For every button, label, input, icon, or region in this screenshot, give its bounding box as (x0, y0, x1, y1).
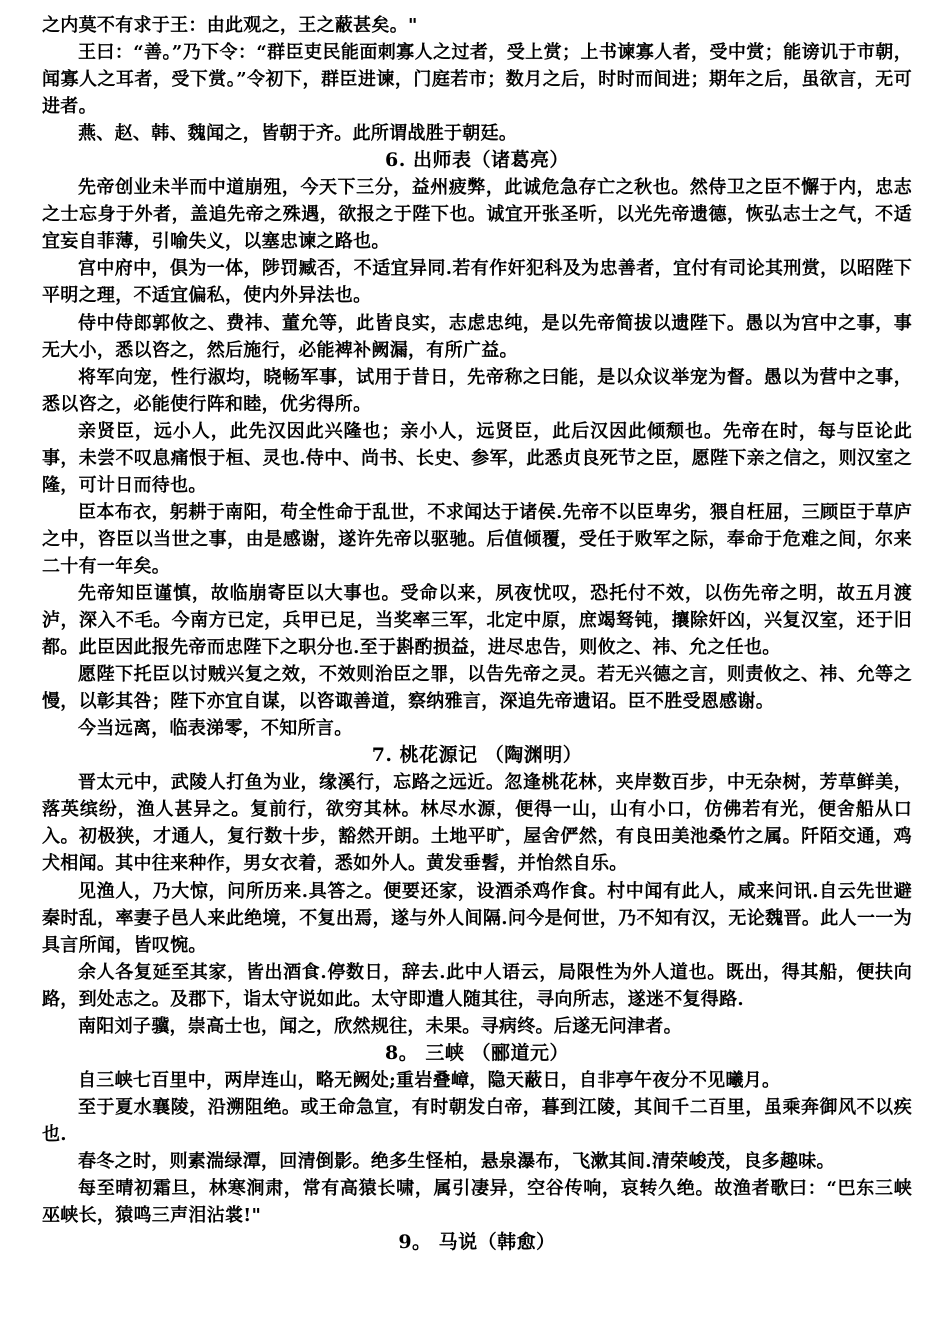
paragraph: 将军向宠，性行淑均，晓畅军事，试用于昔日，先帝称之曰能，是以众议举宠为督。愚以为营中之事，悉以咨之，必能使行阵和睦，优劣得所。 (42, 366, 912, 415)
paragraph: 至于夏水襄陵，沿溯阻绝。或王命急宣，有时朝发白帝，暮到江陵，其间千二百里，虽乘奔御风不以疾也. (42, 1096, 912, 1145)
paragraph: 先帝创业未半而中道崩殂，今天下三分，益州疲弊，此诚危急存亡之秋也。然侍卫之臣不懈于内，忠志之士忘身于外者，盖追先帝之殊遇，欲报之于陛下也。诚宜开张圣听，以光先帝遗德，恢弘志士之气，不适宜妄自菲薄，引喻失义，以塞忠谏之路也。 (42, 177, 912, 253)
section-heading: 7. 桃花源记 （陶渊明） (371, 744, 583, 767)
paragraph: 每至晴初霜旦，林寒涧肃，常有高猿长啸，属引凄异，空谷传响，哀转久绝。故渔者歌曰：“巴东三峡巫峡长，猿鸣三声泪沾裳!" (42, 1178, 912, 1227)
paragraph: 臣本布衣，躬耕于南阳，苟全性命于乱世，不求闻达于诸侯.先帝不以臣卑劣，猥自枉屈，三顾臣于草庐之中，咨臣以当世之事，由是感谢，遂许先帝以驱驰。后值倾覆，受任于败军之际，奉命于危难之间，尔来二十有一年矣。 (42, 501, 912, 577)
paragraph: 余人各复延至其家，皆出酒食.停数日，辞去.此中人语云，局限性为外人道也。既出，得其船，便扶向路，到处志之。及郡下，诣太守说如此。太守即遣人随其往，寻向所志，遂迷不复得路. (42, 961, 912, 1010)
paragraph: 晋太元中，武陵人打鱼为业，缘溪行，忘路之远近。忽逢桃花林，夹岸数百步，中无杂树，芳草鲜美，落英缤纷，渔人甚异之。复前行，欲穷其林。林尽水源，便得一山，山有小口，仿佛若有光，便舍船从口入。初极狭，才通人，复行数十步，豁然开朗。土地平旷，屋舍俨然，有良田美池桑竹之属。阡陌交通，鸡犬相闻。其中往来种作，男女衣着，悉如外人。黄发垂髫，并怡然自乐。 (42, 772, 912, 875)
paragraph: 今当远离，临表涕零，不知所言。 (78, 718, 353, 740)
paragraph: 愿陛下托臣以讨贼兴复之效，不效则治臣之罪，以告先帝之灵。若无兴德之言，则责攸之、祎、允等之慢，以彰其咎；陛下亦宜自谋，以咨诹善道，察纳雅言，深追先帝遗诏。臣不胜受恩感谢。 (42, 664, 912, 713)
paragraph: 先帝知臣谨慎，故临崩寄臣以大事也。受命以来，夙夜忧叹，恐托付不效，以伤先帝之明，故五月渡泸，深入不毛。今南方已定，兵甲已足，当奖率三军，北定中原，庶竭驽钝，攘除奸凶，兴复汉室，还于旧都。此臣因此报先帝而忠陛下之职分也.至于斟酌损益，进尽忠告，则攸之、祎、允之任也。 (42, 582, 912, 659)
paragraph: 之内莫不有求于王：由此观之，王之蔽甚矣。" (42, 15, 418, 36)
paragraph: 燕、赵、韩、魏闻之，皆朝于齐。此所谓战胜于朝廷。 (78, 123, 518, 145)
paragraph: 王曰：“善。”乃下令：“群臣吏民能面刺寡人之过者，受上赏；上书谏寡人者，受中赏；能谤讥于市朝，闻寡人之耳者，受下赏。”令初下，群臣进谏，门庭若市；数月之后，时时而间进；期年之后，虽欲言，无可进者。 (42, 42, 912, 118)
section-heading: 6. 出师表（诸葛亮） (385, 149, 569, 172)
paragraph: 春冬之时，则素湍绿潭，回清倒影。绝多生怪柏，悬泉瀑布，飞漱其间.清荣峻茂，良多趣味。 (78, 1150, 835, 1172)
paragraph: 宫中府中，俱为一体，陟罚臧否，不适宜异同.若有作奸犯科及为忠善者，宜付有司论其刑赏，以昭陛下平明之理，不适宜偏私，使内外异法也。 (42, 258, 912, 307)
paragraph: 亲贤臣，远小人，此先汉因此兴隆也；亲小人，远贤臣，此后汉因此倾颓也。先帝在时，每与臣论此事，未尝不叹息痛恨于桓、灵也.侍中、尚书、长史、参军，此悉贞良死节之臣，愿陛下亲之信之，则汉室之隆，可计日而待也。 (42, 420, 912, 496)
paragraph: 自三峡七百里中，两岸连山，略无阙处;重岩叠嶂，隐天蔽日，自非亭午夜分不见曦月。 (78, 1069, 781, 1091)
paragraph: 侍中侍郎郭攸之、费祎、董允等，此皆良实，志虑忠纯，是以先帝简拔以遗陛下。愚以为宫中之事，事无大小，悉以咨之，然后施行，必能裨补阙漏，有所广益。 (42, 312, 912, 361)
paragraph: 见渔人，乃大惊，问所历来.具答之。便要还家，设酒杀鸡作食。村中闻有此人，咸来问讯.自云先世避秦时乱，率妻子邑人来此绝境，不复出焉，遂与外人间隔.问今是何世，乃不知有汉，无论魏晋。此人一一为具言所闻，皆叹惋。 (42, 880, 912, 956)
paragraph: 南阳刘子骥，崇高士也，闻之，欣然规往，未果。寻病终。后遂无问津者。 (78, 1015, 682, 1037)
section-heading: 9。 马说（韩愈） (398, 1231, 556, 1254)
section-heading: 8。 三峡 （郦道元） (385, 1041, 569, 1064)
